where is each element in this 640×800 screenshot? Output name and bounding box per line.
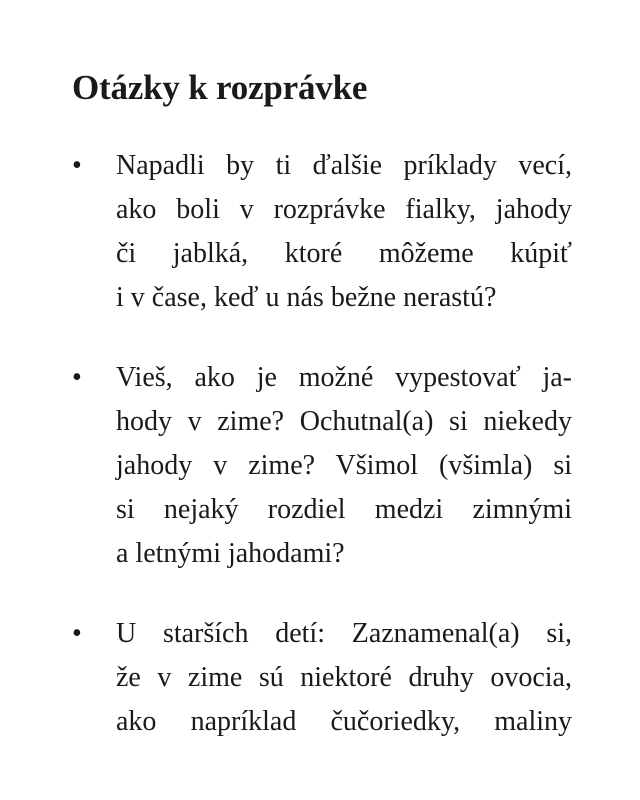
page-heading: Otázky k rozprávke [72,68,368,107]
text-line: U starších detí: Zaznamenal(a) si, [116,618,572,649]
text-line: jahody v zime? Všimol (všimla) si [116,450,572,481]
bullet-icon: • [72,618,82,649]
list-item [72,144,572,320]
text-line: Vieš, ako je možné vypestovať ja- [116,362,572,393]
text-line: ako boli v rozprávke fialky, jahody [116,194,572,225]
question-text [116,356,572,576]
bullet-icon: • [72,362,82,393]
text-line: ako napríklad čučoriedky, maliny [116,706,572,737]
text-line: Napadli by ti ďalšie príklady vecí, [116,150,572,181]
list-item [72,612,572,744]
text-line: hody v zime? Ochutnal(a) si niekedy [116,406,572,437]
text-line: že v zime sú niektoré druhy ovocia, [116,662,572,693]
text-line: si nejaký rozdiel medzi zimnými [116,494,572,525]
question-list [72,144,572,780]
text-line: a letnými jahodami? [116,538,345,569]
bullet-icon: • [72,150,82,181]
question-text [116,144,572,320]
text-line: či jablká, ktoré môžeme kúpiť [116,238,572,269]
list-item [72,356,572,576]
text-line: i v čase, keď u nás bežne nerastú? [116,282,497,313]
question-text [116,612,572,744]
